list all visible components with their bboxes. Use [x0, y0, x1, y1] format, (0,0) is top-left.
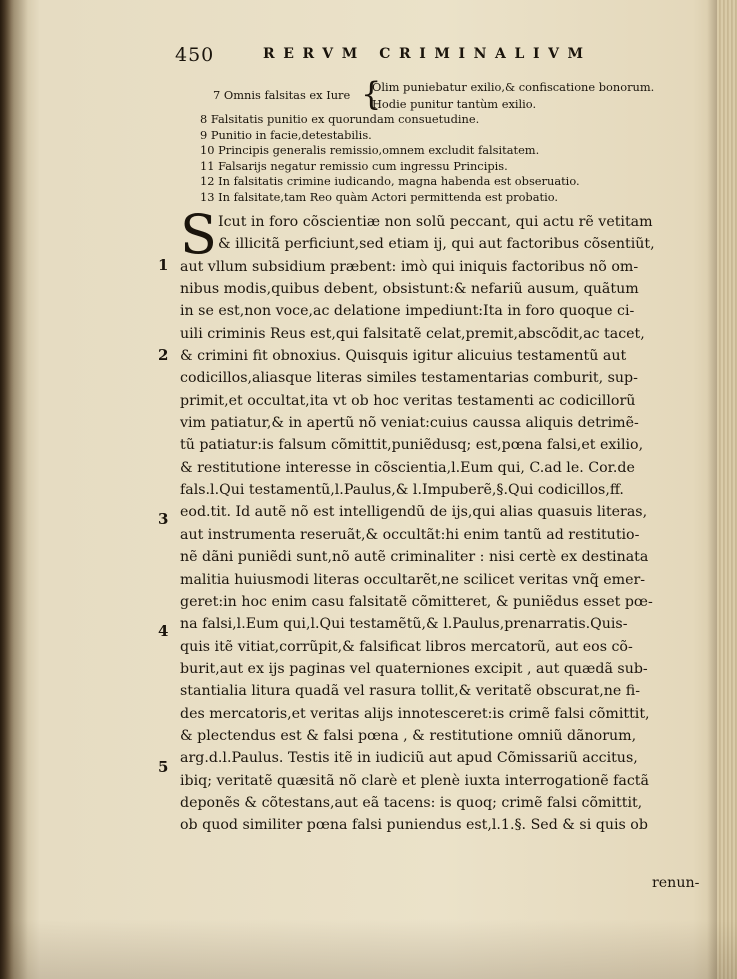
fore-edge-pages	[717, 0, 737, 979]
body-line: aut vllum subsidium præbent: imò qui iniquis factoribus nõ om-	[180, 258, 639, 275]
summary-list	[200, 75, 700, 205]
body-line: burit,aut ex ijs paginas vel quaterniones excipit , aut quædã sub-	[180, 660, 648, 677]
body-line: in se est,non voce,ac delatione impediunt:Ita in foro quoque ci-	[180, 303, 635, 320]
body-line: des mercatoris,et veritas alijs innotesceret:is crimẽ falsi cõmittit,	[180, 705, 650, 722]
body-line: ob quod similiter pœna falsi puniendus est,l.1.§. Sed & si quis ob	[180, 817, 648, 834]
summary-item: 12 In falsitatis crimine iudicando, magna habenda est obseruatio.	[200, 174, 580, 188]
margin-number: 2	[158, 346, 169, 364]
drop-cap: S	[180, 203, 217, 266]
body-line: & illicitã perficiunt,sed etiam ij, qui aut factoribus cõsentiũt,	[218, 236, 655, 253]
body-line: ibiq; veritatẽ quæsitã nõ clarè et plenè iuxta interrogationẽ factã	[180, 772, 649, 789]
body-line: nẽ dãni puniẽdi sunt,nõ autẽ criminaliter : nisi certè ex destinata	[180, 549, 649, 566]
summary-item: 8 Falsitatis punitio ex quorundam consuetudine.	[200, 112, 480, 126]
body-line: & restitutione interesse in cõscientia,l.Eum qui, C.ad le. Cor.de	[180, 459, 635, 476]
body-line: deponẽs & cõtestans,aut eã tacens: is quoq; crimẽ falsi cõmittit,	[180, 794, 643, 811]
summary-item-7-line1: Olim puniebatur exilio,& confiscatione bonorum.	[372, 80, 655, 94]
margin-number: 1	[158, 256, 169, 274]
margin-number: 3	[158, 510, 169, 528]
page-number: 450	[175, 44, 215, 66]
summary-item-7-lead: 7 Omnis falsitas ex Iure	[213, 88, 351, 102]
running-title: RERVM CRIMINALIVM	[263, 46, 592, 62]
summary-item-7	[200, 75, 700, 113]
body-line: eod.tit. Id autẽ nõ est intelligendũ de ijs,qui alias quasuis literas,	[180, 504, 648, 521]
body-line: malitia huiusmodi literas occultarẽt,ne scilicet veritas vnq̃ emer-	[180, 571, 646, 588]
body-line: Icut in foro cõscientiæ non solũ peccant, qui actu rẽ vetitam	[218, 214, 653, 230]
body-line: arg.d.l.Paulus. Testis itẽ in iudiciũ aut apud Cõmissariũ accitus,	[180, 750, 638, 767]
gutter-shadow	[0, 0, 28, 979]
page-header	[175, 44, 695, 68]
body-line: vim patiatur,& in apertũ nõ veniat:cuius caussa aliquis detrimẽ-	[180, 415, 639, 432]
summary-item: 13 In falsitate,tam Reo quàm Actori permittenda est probatio.	[200, 189, 559, 204]
body-line: fals.l.Qui testamentũ,l.Paulus,& l.Impuberẽ,§.Qui codicillos,ff.	[180, 482, 624, 499]
summary-item: 9 Punitio in facie,detestabilis.	[200, 127, 372, 142]
brace-symbol: {	[361, 75, 382, 113]
body-line: quis itẽ vitiat,corrũpit,& falsificat libros mercatorũ, aut eos cõ-	[180, 638, 633, 655]
body-line: na falsi,l.Eum qui,l.Qui testamẽtũ,& l.Paulus,prenarratis.Quis-	[180, 616, 628, 633]
body-line: tũ patiatur:is falsum cõmittit,puniẽdusq; est,pœna falsi,et exilio,	[180, 437, 644, 454]
margin-number: 4	[158, 622, 169, 640]
body-line: nibus modis,quibus debent, obsistunt:& nefariũ ausum, quãtum	[180, 281, 639, 298]
body-line: aut instrumenta reseruãt,& occultãt:hi enim tantũ ad restitutio-	[180, 526, 640, 543]
body-line: & plectendus est & falsi pœna , & restitutione omniũ dãnorum,	[180, 727, 637, 744]
body-line: stantialia litura quadã vel rasura tollit,& veritatẽ obscurat,ne fi-	[180, 683, 641, 700]
body-line: & crimini fit obnoxius. Quisquis igitur alicuius testamentũ aut	[180, 348, 627, 365]
catchword: renun-	[652, 875, 700, 891]
body-line: uili criminis Reus est,qui falsitatẽ celat,premit,abscõdit,ac tacet,	[180, 325, 645, 342]
body-line: codicillos,aliasque literas similes testamentarias comburit, sup-	[180, 370, 638, 387]
summary-item: 10 Principis generalis remissio,omnem excludit falsitatem.	[200, 143, 540, 157]
fore-edge-shadow	[707, 0, 717, 979]
summary-item-7-line2: Hodie punitur tantùm exilio.	[372, 97, 537, 111]
margin-number: 5	[158, 758, 169, 776]
body-text	[180, 211, 706, 837]
body-line: primit,et occultat,ita vt ob hoc veritas testamenti ac codicillorũ	[180, 392, 636, 409]
page-bottom-shade	[0, 919, 737, 979]
summary-item: 11 Falsarijs negatur remissio cum ingressu Principis.	[200, 158, 508, 173]
body-line: geret:in hoc enim casu falsitatẽ cõmitteret, & puniẽdus esset pœ-	[180, 593, 653, 610]
